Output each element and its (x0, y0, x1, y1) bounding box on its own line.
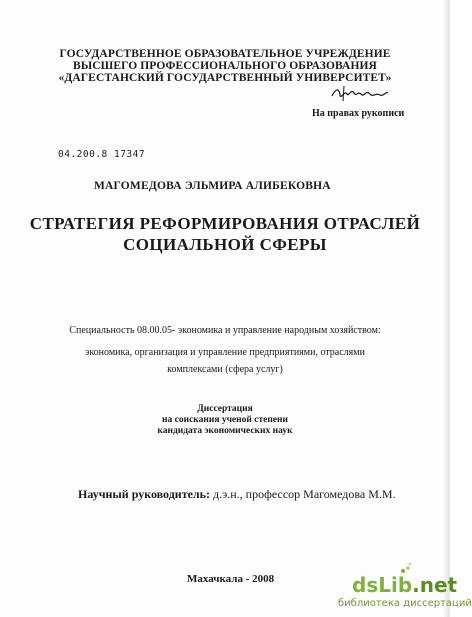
handwritten-signature-icon (330, 82, 390, 104)
supervisor-label: Научный руководитель: (78, 487, 210, 501)
specialty-line-2: экономика, организация и управление предприятиями, отраслями (85, 347, 365, 358)
watermark-subtitle: библиотека диссертаций (338, 598, 472, 609)
watermark-logo (352, 573, 457, 597)
dissertation-line-1: Диссертация (197, 404, 253, 414)
city-year: Махачкала - 2008 (187, 573, 275, 585)
accession-number: 04.200.8 17347 (58, 149, 146, 160)
dissertation-line-2: на соискания ученой степени (162, 415, 288, 425)
supervisor-value: д.э.н., профессор Магомедова М.М. (213, 487, 396, 501)
dissertation-line-3: кандидата экономических наук (157, 426, 293, 436)
institution-line-3: «ДАГЕСТАНСКИЙ ГОСУДАРСТВЕННЫЙ УНИВЕРСИТЕТ» (58, 72, 392, 84)
title-line-2: СОЦИАЛЬНОЙ СФЕРЫ (123, 235, 327, 254)
watermark (338, 571, 472, 613)
specialty-line-3: комплексами (сфера услуг) (167, 364, 283, 375)
title-line-1: СТРАТЕГИЯ РЕФОРМИРОВАНИЯ ОТРАСЛЕЙ (29, 214, 421, 233)
specialty-line-1: Специальность 08.00.05- экономика и управление народным хозяйством: (69, 325, 381, 336)
author-name: МАГОМЕДОВА ЭЛЬМИРА АЛИБЕКОВНА (94, 180, 331, 192)
supervisor (78, 487, 396, 502)
watermark-logo-main: dsLib (352, 573, 413, 597)
scan-edge (444, 0, 450, 617)
institution-line-1: ГОСУДАРСТВЕННОЕ ОБРАЗОВАТЕЛЬНОЕ УЧРЕЖДЕНИЕ (59, 48, 391, 60)
rights-note: На правах рукописи (312, 108, 405, 119)
institution-line-2: ВЫСШЕГО ПРОФЕССИОНАЛЬНОГО ОБРАЗОВАНИЯ (73, 60, 377, 72)
watermark-logo-tld: .net (412, 573, 458, 597)
